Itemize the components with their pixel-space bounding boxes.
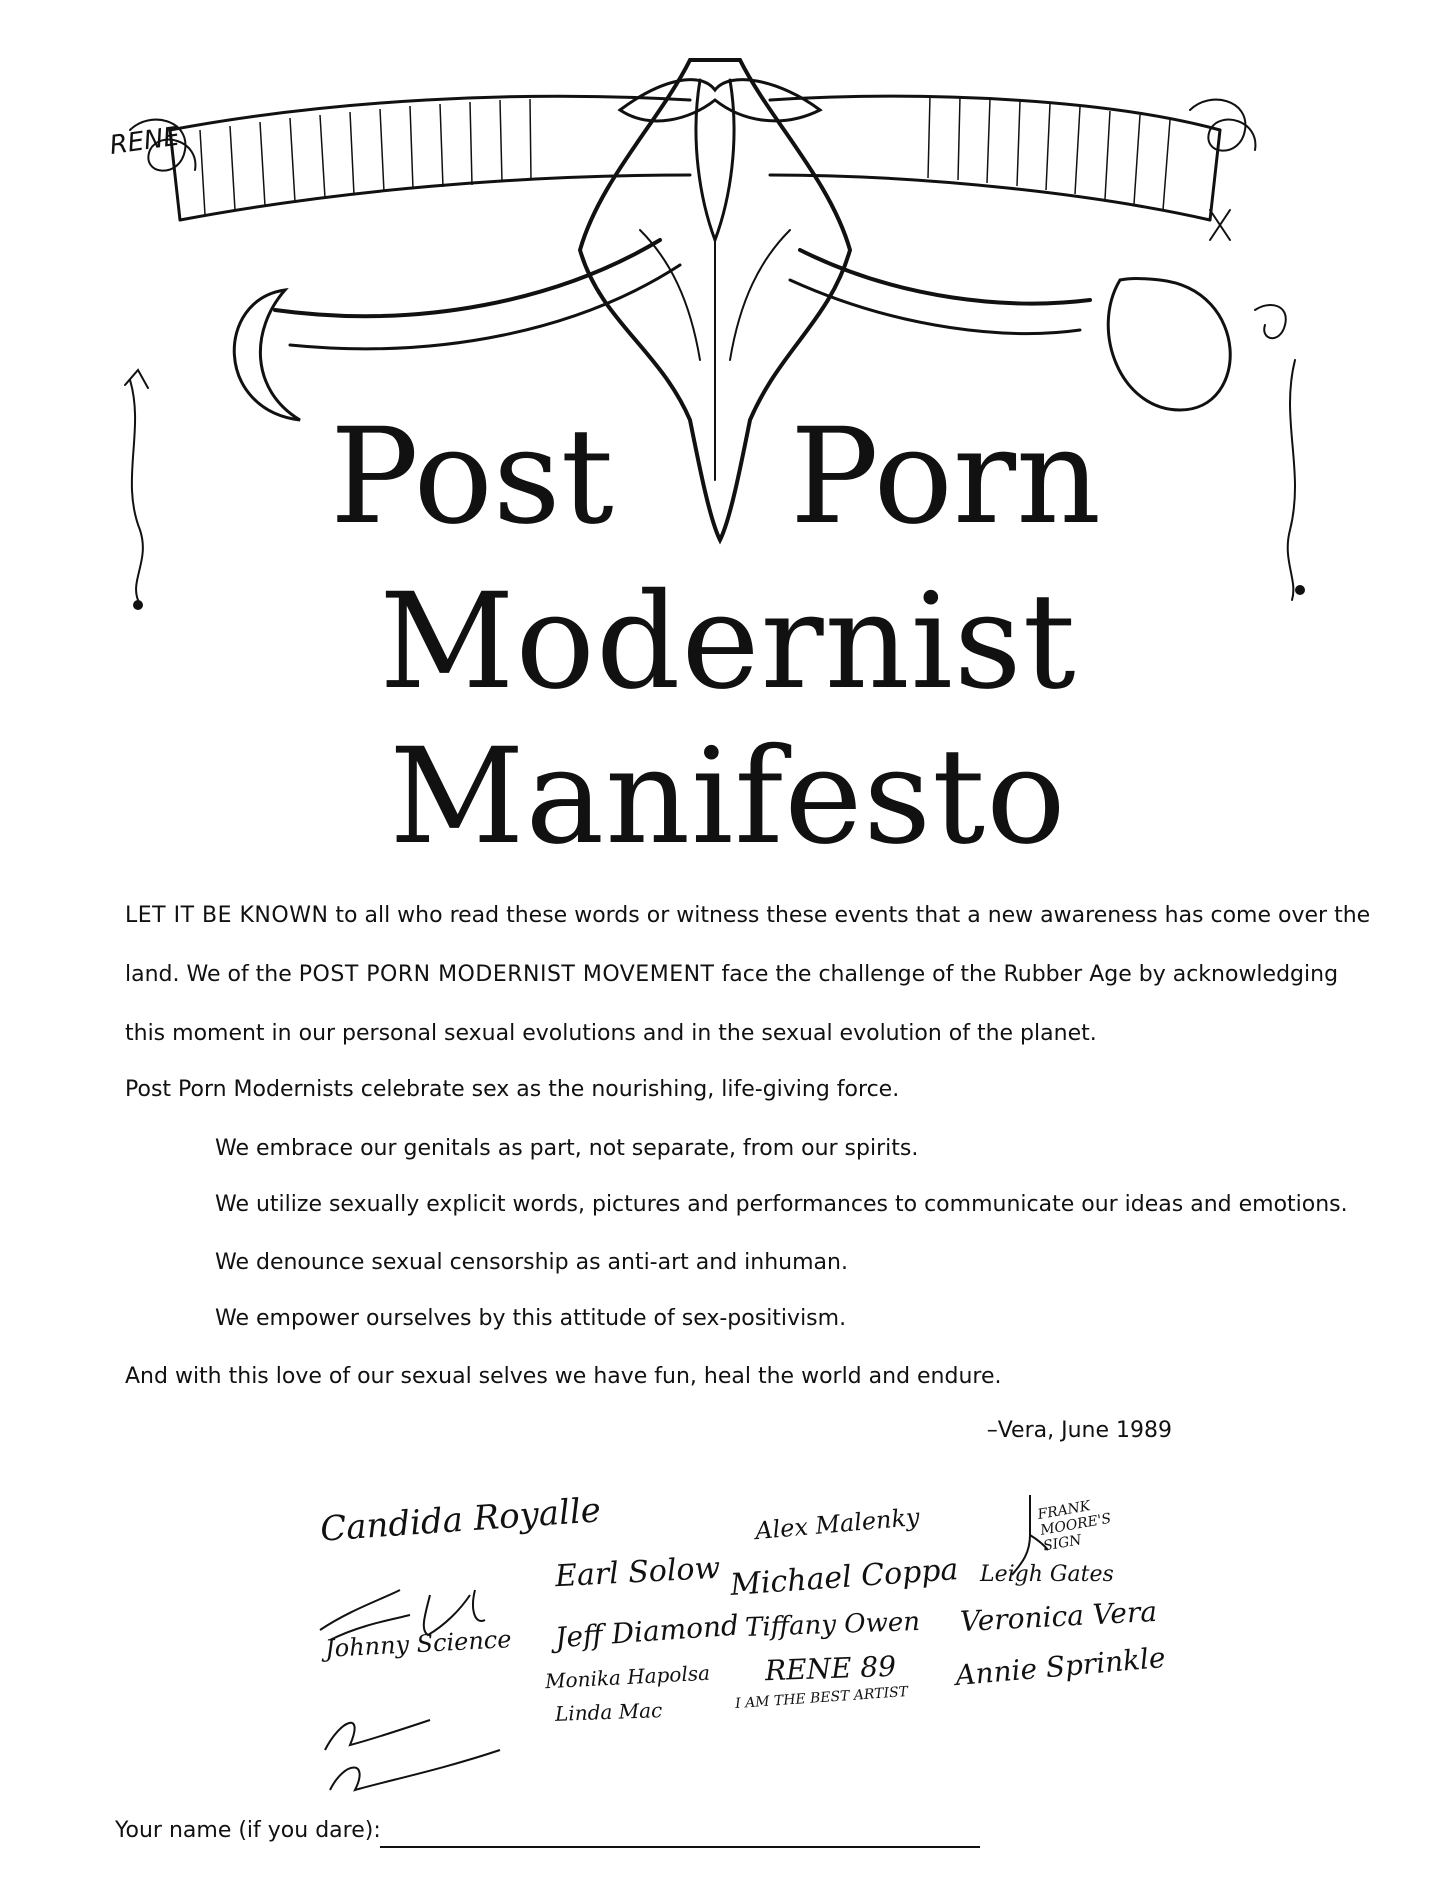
artist-mark: RENE [107,121,182,162]
your-name-label: Your name (if you dare): [115,1818,381,1843]
ornamental-drawing [0,0,1456,620]
line2-start: land. We of the [125,962,299,987]
signature: Earl Solow [554,1550,722,1595]
title-word-porn: Porn [790,400,1102,554]
signature: FRANK MOORE'S SIGN [1036,1498,1113,1555]
signature-scribbles [310,1570,550,1810]
signature: Johnny Science [324,1625,513,1663]
paragraph-line-2 [125,962,1338,987]
paragraph-line-4: Post Porn Modernists celebrate sex as the nourishing, life-giving force. [125,1077,900,1102]
movement-name: POST PORN MODERNIST MOVEMENT [298,962,715,987]
tenet-3: We denounce sexual censorship as anti-art and inhuman. [215,1250,848,1275]
signature: RENE 89 [764,1649,897,1688]
intro-caps: LET IT BE KNOWN [125,903,329,928]
signature: Monika Hapolsa [544,1660,711,1694]
paragraph-line-3: this moment in our personal sexual evolutions and in the sexual evolution of the planet. [125,1021,1097,1046]
line2-end: face the challenge of the Rubber Age by acknowledging [714,962,1339,987]
tenet-2: We utilize sexually explicit words, pictures and performances to communicate our ideas and emotions. [215,1192,1348,1217]
signature: Annie Sprinkle [953,1640,1167,1693]
frank-moore-mark [1010,1490,1050,1580]
title-word-post: Post [330,400,614,554]
signature: Linda Mac [554,1698,663,1726]
intro-rest: to all who read these words or witness these events that a new awareness has come over the [328,903,1371,928]
paragraph-intro [125,903,1370,928]
closing-line: And with this love of our sexual selves we have fun, heal the world and endure. [125,1364,1002,1389]
signature: Candida Royalle [318,1490,603,1550]
tenet-1: We embrace our genitals as part, not separate, from our spirits. [215,1136,919,1161]
signature: Tiffany Owen [744,1606,921,1644]
signature: Alex Malenky [754,1502,921,1546]
attribution: –Vera, June 1989 [986,1418,1172,1443]
signature: I AM THE BEST ARTIST [734,1683,909,1713]
signature: Leigh Gates [980,1562,1114,1587]
signature: Veronica Vera [959,1594,1158,1639]
signature: Michael Coppa [729,1552,960,1603]
title-word-modernist: Modernist [379,565,1077,719]
tenet-4: We empower ourselves by this attitude of sex-positivism. [215,1306,847,1331]
your-name-line[interactable] [380,1846,980,1848]
title-word-manifesto: Manifesto [389,720,1067,874]
signature: Jeff Diamond [554,1608,740,1655]
